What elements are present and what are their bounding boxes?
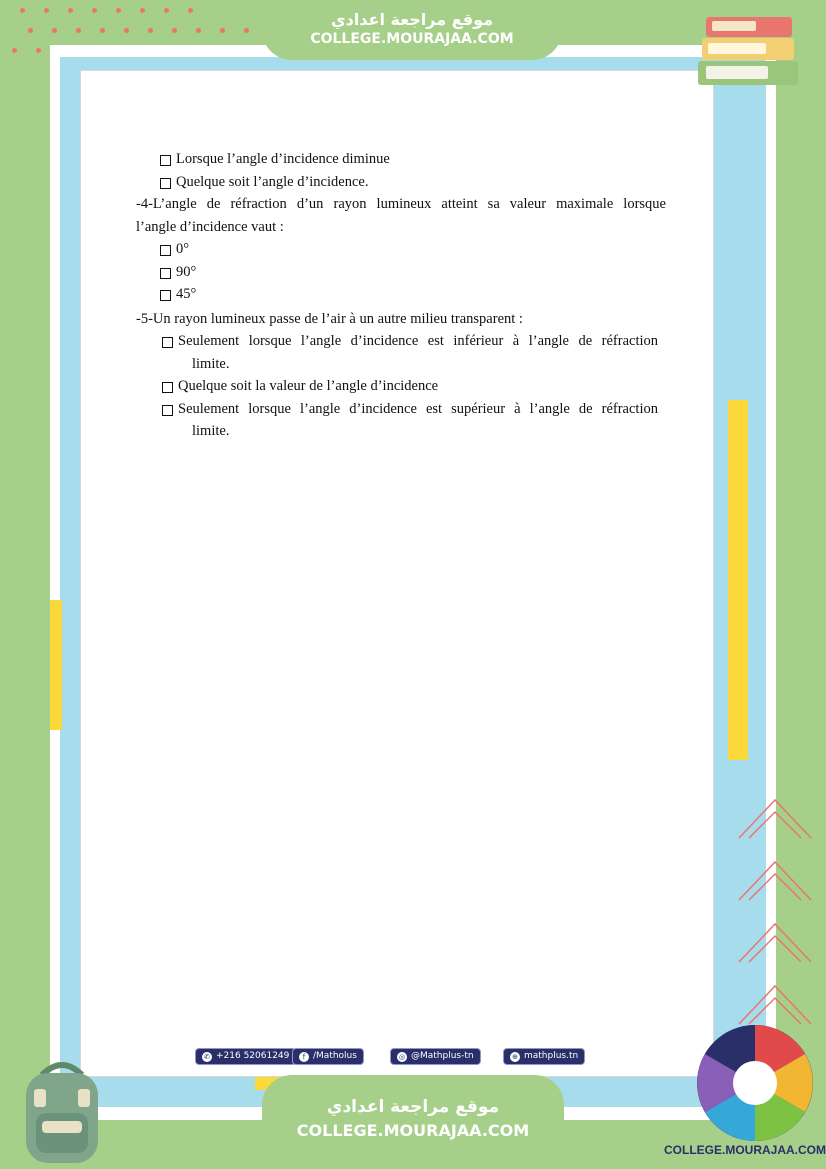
globe-icon: ⊕ — [510, 1052, 520, 1062]
decorative-dot — [164, 8, 169, 13]
decorative-dot — [220, 28, 225, 33]
q5-question: -5-Un rayon lumineux passe de l’air à un autre milieu transparent : — [136, 310, 523, 327]
social-facebook[interactable]: f /Matholus — [292, 1048, 364, 1065]
yellow-accent-right — [728, 400, 748, 760]
checkbox-icon[interactable] — [160, 155, 171, 166]
site-banner-top[interactable] — [262, 0, 562, 60]
decorative-dot — [188, 8, 193, 13]
decorative-dot — [172, 28, 177, 33]
banner-top-arabic: موقع مراجعة اعدادي — [330, 10, 494, 29]
decorative-dot — [140, 8, 145, 13]
instagram-icon: ◎ — [398, 1053, 406, 1061]
social-phone[interactable]: ✆ +216 52061249 — [195, 1048, 296, 1065]
social-instagram[interactable]: ◎ @Mathplus-tn — [390, 1048, 481, 1065]
q4-question-line2: l’angle d’incidence vaut : — [136, 218, 284, 235]
q3-option-2[interactable]: Quelque soit l’angle d’incidence. — [136, 171, 666, 194]
backpack-icon — [12, 1055, 112, 1165]
decorative-dot — [20, 8, 25, 13]
document-text — [136, 148, 666, 443]
checkbox-icon[interactable] — [160, 268, 171, 279]
checkbox-icon[interactable] — [162, 337, 173, 348]
checkbox-icon[interactable] — [162, 382, 173, 393]
q5-option-3[interactable]: Seulement lorsque l’angle d’incidence est supérieur à l’angle de réfraction limite. — [136, 398, 666, 443]
decorative-dot — [124, 28, 129, 33]
q5-option-2[interactable]: Quelque soit la valeur de l’angle d’incidence — [136, 375, 666, 398]
site-banner-bottom[interactable] — [262, 1075, 564, 1169]
decorative-dot — [52, 28, 57, 33]
q5-option-1[interactable]: Seulement lorsque l’angle d’incidence est inférieur à l’angle de réfraction limite. — [136, 330, 666, 375]
q3-option-1[interactable]: Lorsque l’angle d’incidence diminue — [136, 148, 666, 171]
chevron-up-icon — [735, 790, 815, 1030]
social-website[interactable]: ⊕ mathplus.tn — [503, 1048, 585, 1065]
decorative-dot — [92, 8, 97, 13]
checkbox-icon[interactable] — [162, 405, 173, 416]
decorative-dot — [12, 48, 17, 53]
decorative-dot — [148, 28, 153, 33]
facebook-icon: f — [299, 1052, 309, 1062]
decorative-dot — [100, 28, 105, 33]
decorative-dot — [36, 48, 41, 53]
q4-question-line1: -4-L’angle de réfraction d’un rayon lumineux atteint sa valeur maximale lorsque — [136, 196, 666, 212]
banner-top-url[interactable]: COLLEGE.MOURAJAA.COM — [310, 31, 514, 47]
checkbox-icon[interactable] — [160, 245, 171, 256]
q4-option-1[interactable]: 0° — [136, 238, 666, 261]
logo-text[interactable]: COLLEGE.MOURAJAA.COM — [664, 1143, 826, 1157]
whatsapp-icon: ✆ — [202, 1052, 212, 1062]
checkbox-icon[interactable] — [160, 290, 171, 301]
q4-option-2[interactable]: 90° — [136, 261, 666, 284]
decorative-dot — [244, 28, 249, 33]
decorative-dot — [76, 28, 81, 33]
yellow-accent-left — [50, 600, 62, 730]
banner-bottom-url[interactable]: COLLEGE.MOURAJAA.COM — [296, 1121, 530, 1140]
decorative-dot — [28, 28, 33, 33]
decorative-dot — [44, 8, 49, 13]
decorative-dot — [196, 28, 201, 33]
q4-option-3[interactable]: 45° — [136, 283, 666, 306]
books-icon — [698, 12, 803, 92]
decorative-dot — [68, 8, 73, 13]
checkbox-icon[interactable] — [160, 178, 171, 189]
decorative-dot — [116, 8, 121, 13]
subjects-wheel-logo — [694, 1022, 816, 1144]
banner-bottom-arabic: موقع مراجعة اعدادي — [326, 1097, 500, 1117]
